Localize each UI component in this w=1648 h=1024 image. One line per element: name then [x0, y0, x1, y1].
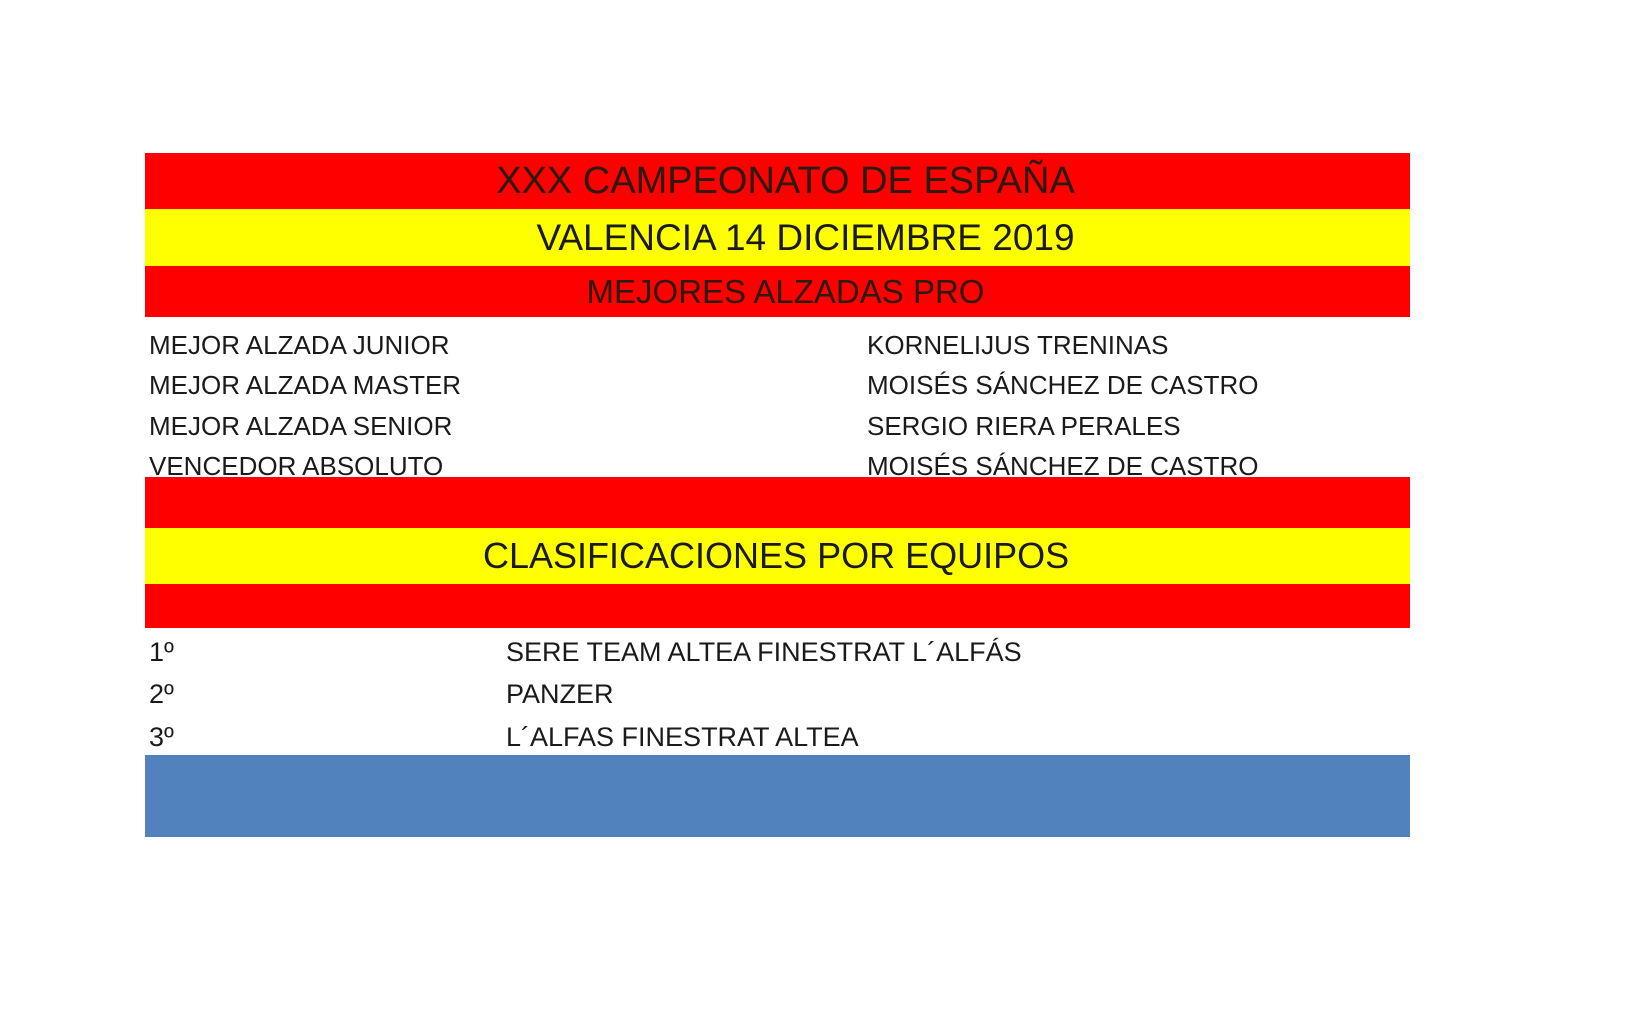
- award-winner: MOISÉS SÁNCHEZ DE CASTRO: [867, 451, 1259, 482]
- ranking-position: 2º: [149, 679, 174, 710]
- award-category: MEJOR ALZADA JUNIOR: [149, 329, 450, 360]
- award-category: MEJOR ALZADA SENIOR: [149, 410, 453, 441]
- ranking-team: PANZER: [506, 679, 614, 710]
- ranking-row: [145, 631, 1410, 674]
- ranking-row: [145, 674, 1410, 717]
- ranking-team: SERE TEAM ALTEA FINESTRAT L´ALFÁS: [506, 636, 1022, 667]
- award-category: MEJOR ALZADA MASTER: [149, 370, 462, 401]
- subtitle-band: [145, 209, 1410, 266]
- ranking-row: [145, 716, 1410, 759]
- page-title: XXX CAMPEONATO DE ESPAÑA: [496, 159, 1075, 202]
- award-winner: KORNELIJUS TRENINAS: [867, 329, 1169, 360]
- ranking-position: 1º: [149, 636, 174, 667]
- awards-list: [145, 317, 1410, 482]
- separator-band-red-2: [145, 584, 1410, 628]
- section-title-best-lifts: MEJORES ALZADAS PRO: [586, 272, 985, 310]
- award-row: [145, 447, 1410, 488]
- event-date-location: VALENCIA 14 DICIEMBRE 2019: [536, 216, 1075, 258]
- award-category: VENCEDOR ABSOLUTO: [149, 451, 444, 482]
- award-row: [145, 325, 1410, 366]
- ranking-team: L´ALFAS FINESTRAT ALTEA: [506, 721, 859, 752]
- section-title-team-rankings: CLASIFICACIONES POR EQUIPOS: [483, 535, 1070, 576]
- ranking-position: 3º: [149, 721, 174, 752]
- section-band: [145, 266, 1410, 317]
- award-winner: MOISÉS SÁNCHEZ DE CASTRO: [867, 370, 1259, 401]
- award-row: [145, 406, 1410, 447]
- team-ranking-list: [145, 628, 1410, 755]
- teams-title-band: [145, 528, 1410, 584]
- separator-band-red: [145, 477, 1410, 528]
- award-winner: SERGIO RIERA PERALES: [867, 410, 1181, 441]
- award-row: [145, 366, 1410, 407]
- footer-band-blue: [145, 755, 1410, 837]
- results-sheet: [145, 153, 1410, 837]
- title-band: [145, 153, 1410, 209]
